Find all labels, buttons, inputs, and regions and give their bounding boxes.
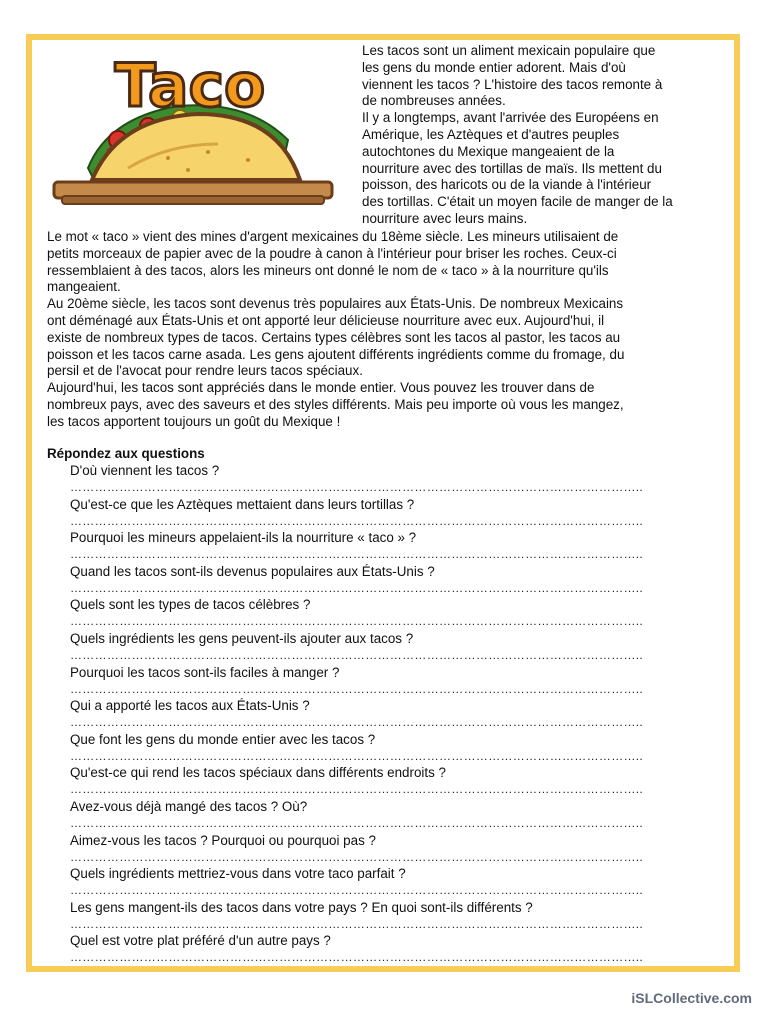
question-text: Quels ingrédients mettriez-vous dans votre taco parfait ? xyxy=(70,866,406,882)
question-item xyxy=(70,529,720,563)
question-item xyxy=(70,596,720,630)
question-text: D'où viennent les tacos ? xyxy=(70,463,220,478)
answer-line[interactable]: ………………………………………………………………………………………………………………………….. xyxy=(70,647,644,662)
answer-line[interactable]: ………………………………………………………………………………………………………………………….. xyxy=(70,547,644,562)
question-text: Avez-vous déjà mangé des tacos ? Où? xyxy=(70,798,308,814)
question-text: Qu'est-ce qui rend les tacos spéciaux dans différents endroits ? xyxy=(70,765,446,781)
answer-line[interactable]: ………………………………………………………………………………………………………………………….. xyxy=(70,815,644,830)
question-item xyxy=(70,764,720,798)
question-item xyxy=(70,932,720,966)
question-text: Aimez-vous les tacos ? Pourquoi ou pourquoi pas ? xyxy=(70,832,376,848)
answer-line[interactable]: ………………………………………………………………………………………………………………………….. xyxy=(70,681,644,696)
intro-paragraph: Les tacos sont un aliment mexicain populaire que les gens du monde entier adorent. Mais d'où viennent les tacos ? L'histoire des tacos remonte à de nombreuses années. Il y a longtemps, avant l'arrivée des Européens en Amérique, les Aztèques et d'autres peuples autochtones du Mexique mangeaient de la nourriture avec des tortillas de maïs. Ils mettent du poisson, des haricots ou de la viande à l'intérieur des tortillas. C'était un moyen facile de manger de la nourriture avec leurs mains. xyxy=(362,43,673,226)
question-text: Les gens mangent-ils des tacos dans votre pays ? En quoi sont-ils différents ? xyxy=(70,899,533,915)
question-item xyxy=(70,697,720,731)
question-item xyxy=(70,865,720,899)
question-text: Qu'est-ce que les Aztèques mettaient dans leurs tortillas ? xyxy=(70,496,415,512)
question-item xyxy=(70,630,720,664)
question-text: Pourquoi les mineurs appelaient-ils la nourriture « taco » ? xyxy=(70,530,417,546)
question-text: Quels ingrédients les gens peuvent-ils ajouter aux tacos ? xyxy=(70,630,414,646)
answer-line[interactable]: ………………………………………………………………………………………………………………………….. xyxy=(70,950,644,965)
question-text: Qui a apporté les tacos aux États-Unis ? xyxy=(70,698,310,714)
questions-heading: Répondez aux questions xyxy=(47,446,205,461)
question-item xyxy=(70,832,720,866)
question-item xyxy=(70,462,720,496)
taco-logo-illustration xyxy=(48,48,338,216)
answer-line[interactable]: ………………………………………………………………………………………………………………………….. xyxy=(70,580,644,595)
answer-line[interactable]: ………………………………………………………………………………………………………………………….. xyxy=(70,513,644,528)
answer-line[interactable]: ………………………………………………………………………………………………………………………….. xyxy=(70,715,644,730)
answer-line[interactable]: ………………………………………………………………………………………………………………………….. xyxy=(70,614,644,629)
answer-line[interactable]: ………………………………………………………………………………………………………………………….. xyxy=(70,748,644,763)
body-paragraphs: Le mot « taco » vient des mines d'argent mexicaines du 18ème siècle. Les mineurs utilisaient de petits morceaux de papier avec de la poudre à canon à l'intérieur pour briser les roches. Ceux-ci ressemblaient à des tacos, alors les mineurs ont donné le nom de « taco » à la nourriture qu'ils mangeaient. Au 20ème siècle, les tacos sont devenus très populaires aux États-Unis. De nombreux Mexicains ont déménagé aux États-Unis et ont apporté leur délicieuse nourriture avec eux. Aujourd'hui, il existe de nombreux types de tacos. Certains types célèbres sont les tacos al pastor, les tacos au poisson et les tacos carne asada. Les gens ajoutent différents ingrédients comme du fromage, du persil et de l'avocat pour rendre leurs tacos spéciaux. Aujourd'hui, les tacos sont appréciés dans le monde entier. Vous pouvez les trouver dans de nombreux pays, avec des saveurs et des styles différents. Mais peu importe où vous les mangez, les tacos apportent toujours un goût du Mexique ! xyxy=(47,229,625,429)
questions-list xyxy=(70,462,720,966)
answer-line[interactable]: ………………………………………………………………………………………………………………………….. xyxy=(70,849,644,864)
question-item xyxy=(70,731,720,765)
question-text: Quel est votre plat préféré d'un autre pays ? xyxy=(70,933,331,949)
question-item xyxy=(70,496,720,530)
site-watermark: iSLCollective.com xyxy=(631,990,752,1006)
question-text: Pourquoi les tacos sont-ils faciles à manger ? xyxy=(70,664,340,680)
question-item xyxy=(70,664,720,698)
answer-line[interactable]: ………………………………………………………………………………………………………………………….. xyxy=(70,883,644,898)
answer-line[interactable]: ………………………………………………………………………………………………………………………….. xyxy=(70,480,644,494)
logo-text: Taco xyxy=(114,51,266,121)
question-text: Que font les gens du monde entier avec les tacos ? xyxy=(70,731,376,747)
question-item xyxy=(70,899,720,933)
question-text: Quels sont les types de tacos célèbres ? xyxy=(70,597,311,613)
answer-line[interactable]: ………………………………………………………………………………………………………………………….. xyxy=(70,916,644,931)
question-text: Quand les tacos sont-ils devenus populaires aux États-Unis ? xyxy=(70,563,435,579)
answer-line[interactable]: ………………………………………………………………………………………………………………………….. xyxy=(70,782,644,797)
question-item xyxy=(70,563,720,597)
question-item xyxy=(70,798,720,832)
